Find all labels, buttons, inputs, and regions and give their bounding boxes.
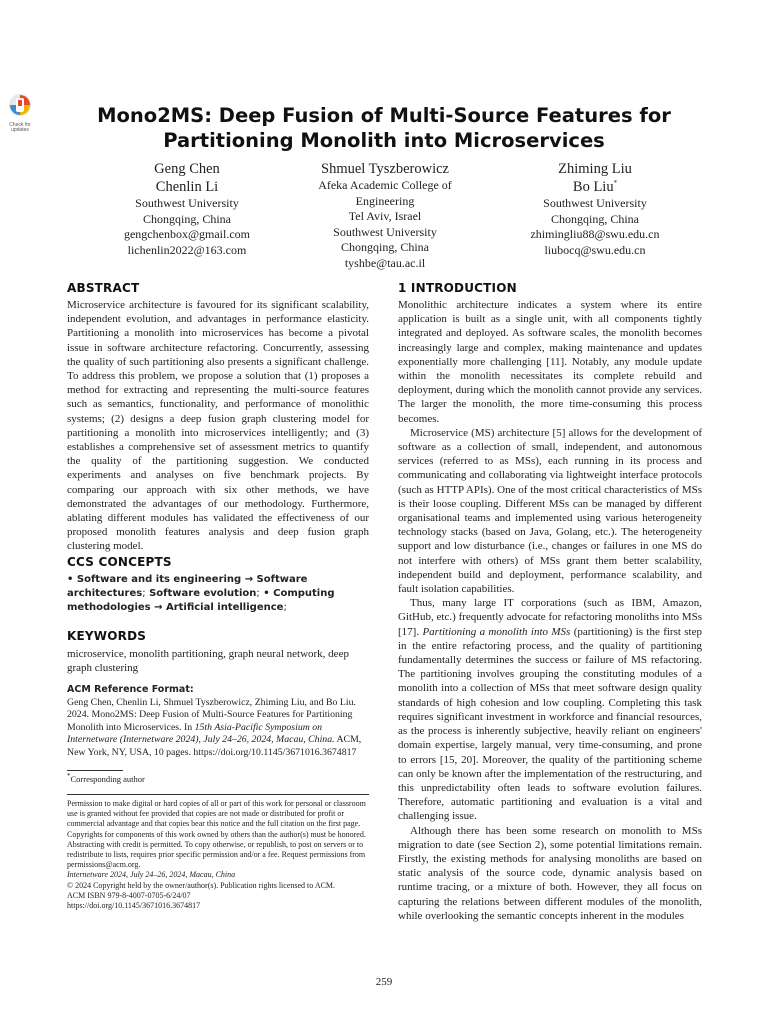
isbn-line: ACM ISBN 979-8-4007-0705-6/24/07	[67, 890, 191, 900]
affiliation-line: Southwest University	[333, 224, 437, 239]
abstract-heading: ABSTRACT	[67, 281, 140, 295]
permission-block	[67, 799, 369, 911]
author-email[interactable]: zhimingliu88@swu.edu.cn	[530, 227, 660, 241]
author-email[interactable]: gengchenbox@gmail.com	[123, 227, 251, 241]
permission-text: Permission to make digital or hard copies of all or part of this work for personal or classroom use is granted without fee provided that copies are not made or distributed for profit or commercial advantage and that copies bear this notice and the full citation on the first page. Copyrights for components of this work owned by others than the author(s) must be honored. Abstracting with credit is permitted. To copy otherwise, or republish, to post on servers or to redistribute to lists, requires prior specific permission and/or a fee. Request permissions from permissions@acm.org.	[67, 799, 366, 870]
copyright-line: © 2024 Copyright held by the owner/author(s). Publication rights licensed to ACM.	[67, 880, 336, 890]
footnote: *Corresponding author	[67, 772, 145, 784]
author-name-corresponding: Bo Liu*	[572, 179, 618, 195]
keywords-heading: KEYWORDS	[67, 629, 147, 643]
intro-body	[398, 298, 702, 923]
author-block-2	[290, 160, 480, 271]
intro-paragraph: Monolithic architecture indicates a system where its entire application is built as a single unit, with all components tightly integrated and deployed. As software scales, the monolith becomes increasingly large and complex, making maintenance and updates exponentially more challenging [11]. Notably, any module update within the monolith necessitates its complete rebuild and deployment, during which the monolith cannot provide any services. The larger the monolith, the more time-consuming this process becomes.	[398, 299, 702, 425]
acm-reference-venue: 15th Asia-Pacific Symposium on Internetware (Internetware 2024), July 24–26, 2024, Macau, China.	[67, 721, 335, 746]
intro-paragraph: Although there has been some research on monolith to MSs migration to date (see Section 2), some potential limitations remain. Firstly, the existing methods for analysing monoliths are based on static analysis of the source code, dynamic analysis based on runtime tracing, or a mixture of both. However, they all focus on capturing the relations between different modules of the monolith, while overlooking the semantic concepts inherent in the modules	[398, 824, 702, 922]
permission-rule	[67, 794, 369, 795]
permission-venue: Internetware 2024, July 24–26, 2024, Macau, China	[67, 870, 236, 880]
intro-heading: 1 INTRODUCTION	[398, 281, 517, 295]
affiliation-line: Afeka Academic College of	[318, 178, 452, 192]
corresponding-mark: *	[613, 179, 618, 188]
ccs-concept: Software evolution	[149, 588, 257, 599]
author-block-3	[500, 160, 690, 258]
footnote-rule	[67, 770, 123, 771]
check-for-updates-badge[interactable]	[6, 93, 34, 133]
acm-reference-heading: ACM Reference Format:	[67, 684, 194, 695]
author-email[interactable]: liubocq@swu.edu.cn	[544, 242, 646, 257]
affiliation-line: Engineering	[355, 193, 415, 208]
intro-paragraph: Microservice (MS) architecture [5] allows for the development of software as a collection of small, independent, and autonomous services (referred to as MSs), each running in its process and communicating and collaborating via lightweight interface protocols (such as HTTP APIs). One of the most critical characteristics of MSs is their loose coupling. Different MSs can be managed by different organisational teams and implemented using various heterogeneity technology stacks (based on Java, Golang, etc.). The heterogeneity support and low disturbance (i.e., changes or failures in one MS do not interfere with others) of MSs grant them better scalability, independent build and deployment, performance scalability, and fault isolation capabilities.	[398, 426, 702, 596]
keywords-text: microservice, monolith partitioning, graph neural network, deep graph clustering	[67, 648, 349, 675]
page-number: 259	[375, 976, 393, 988]
ccs-concept: • Computing methodologies → Artificial intelligence	[67, 588, 335, 613]
abstract-text: Microservice architecture is favoured for its significant scalability, independent evolution, and advantages in performance elasticity. Partitioning a monolith into microservices has become a pivotal issue in software architecture refactoring. Concurrently, assessing the quality of such partitioning also presents a significant challenge. To address this problem, we propose a solution that (1) proposes a method for extracting and representing the multi-source features such as semantics, functionality, and performance of monolithic systems; (2) designs a deep fusion graph clustering model for partitioning a monolith into microservices intelligently; and (3) establishes a comprehensive set of assessment metrics to quantify the quality of the partitioning suggestion. We conducted experiments and analyses on five benchmark projects. By comparing our approach with six other methods, we have demonstrated the advantages of our methodology. Furthermore, ablating different modules has validated the effectiveness of our proposed monolith features analysis and deep fusion graph clustering model.	[67, 299, 369, 553]
author-name: Chenlin Li	[155, 179, 219, 195]
author-email[interactable]: tyshbe@tau.ac.il	[344, 255, 426, 270]
acm-reference: ACM Reference Format: Geng Chen, Chenlin Li, Shmuel Tyszberowicz, Zhiming Liu, and Bo Liu. 2024. Mono2MS: Deep Fusion of Multi-Source Features for Partitioning Monolith into Microservices. In 15th Asia-Pacific Symposium on Internetware (Internetware 2024), July 24–26, 2024, Macau, China. ACM, New York, NY, USA, 10 pages. https://doi.org/10.1145/3671016.3674817	[67, 684, 369, 760]
affiliation-line: Chongqing, China	[340, 240, 429, 254]
affiliation-line: Southwest University	[543, 196, 647, 210]
ccs-heading: CCS CONCEPTS	[67, 555, 172, 569]
doi-link[interactable]: https://doi.org/10.1145/3671016.3674817	[67, 901, 201, 911]
author-email[interactable]: lichenlin2022@163.com	[127, 242, 247, 257]
author-name: Geng Chen	[154, 161, 220, 177]
paper-title: Mono2MS: Deep Fusion of Multi-Source Features for Partitioning Monolith into Microservices	[97, 104, 671, 152]
affiliation-line: Southwest University	[135, 196, 239, 210]
affiliation-line: Tel Aviv, Israel	[348, 209, 422, 223]
ccs-concepts: • Software and its engineering → Software architectures; Software evolution; • Computing methodologies → Artificial intelligence;	[67, 574, 335, 613]
intro-paragraph: Thus, many large IT corporations (such as IBM, Amazon, GitHub, etc.) frequently advocate for refactoring monoliths into MSs [17]. Partitioning a monolith into MSs (partitioning) is the first step in the entire refactoring process, and the quality of partitioning fundamentally determines the success or failure of MS refactoring. The partitioning involves grouping the constituting modules of a monolith into a collection of MSs that meet software design quality standards of high cohesion and low coupling. Completing this task requires significant investment in workforce and financial resources, as the process is inherently subjective, heavily reliant on engineers' domain expertise, largely manual, very time-consuming, and prone to errors [15, 20]. Moreover, the quality of the partitioning scheme can only be known after the implementation of the restructuring, and this unpredictability often leads to software evolution failures. Therefore, automatic partitioning and evaluation is a vital and challenging issue.	[398, 597, 702, 823]
author-block-1	[92, 160, 282, 258]
author-name: Zhiming Liu	[558, 161, 632, 177]
affiliation-line: Chongqing, China	[142, 211, 231, 226]
author-name: Shmuel Tyszberowicz	[321, 161, 449, 177]
badge-label: Check for updates	[9, 122, 31, 133]
crossmark-icon	[8, 93, 32, 117]
ccs-concept: • Software and its engineering → Software architectures	[67, 574, 308, 599]
affiliation-line: Chongqing, China	[550, 211, 639, 226]
